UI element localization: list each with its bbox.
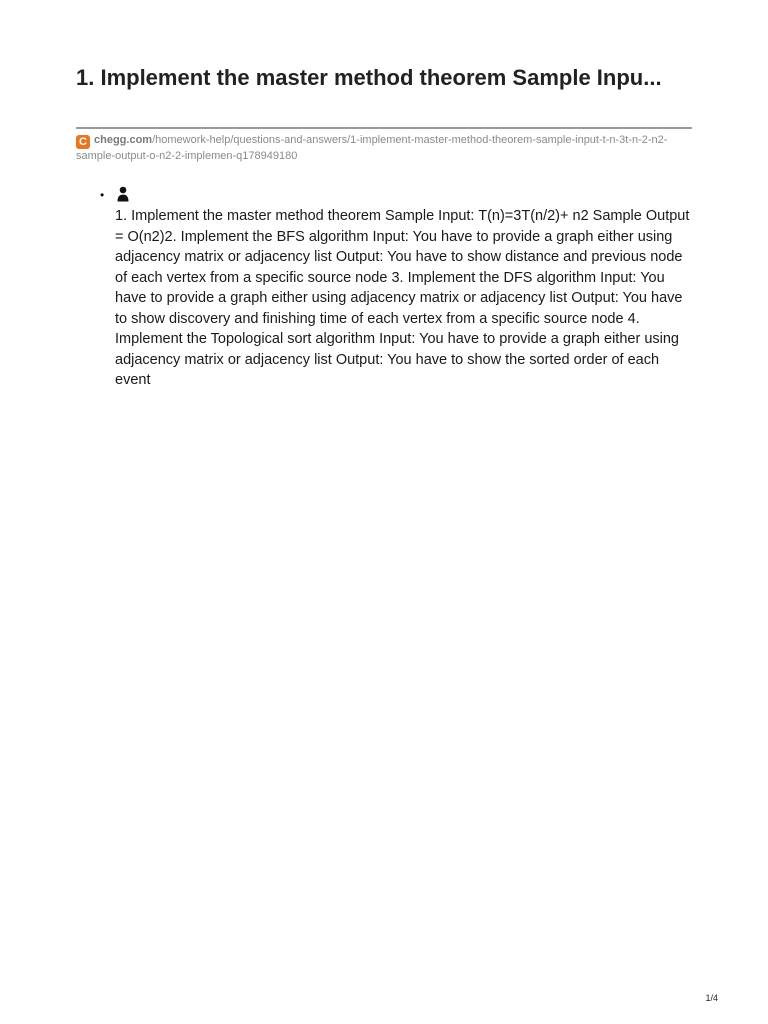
- user-icon: [117, 186, 129, 202]
- source-path[interactable]: /homework-help/questions-and-answers/1-implement-master-method-theorem-sample-input-t-n-3t-n-2-n2-sample-output-o-n2-2-implemen-q178949180: [76, 134, 668, 162]
- list-item: [96, 186, 696, 391]
- page-title: 1. Implement the master method theorem Sample Inpu...: [76, 65, 662, 90]
- question-text: 1. Implement the master method theorem Sample Input: T(n)=3T(n/2)+ n2 Sample Output = O(n2)2. Implement the BFS algorithm Input: You have to provide a graph either using adjacency matrix or adjacency list Output: You have to show distance and previous node of each vertex from a specific source node 3. Implement the DFS algorithm Input: You have to provide a graph either using adjacency matrix or adjacency list Output: You have to show discovery and finishing time of each vertex from a specific source node 4. Implement the Topological sort algorithm Input: You have to provide a graph either using adjacency matrix or adjacency list Output: You have to show the sorted order of each event: [115, 208, 690, 388]
- list-bullet: •: [100, 188, 105, 202]
- page-number: 1/4: [705, 993, 718, 1003]
- title-divider: [76, 127, 692, 129]
- source-domain[interactable]: chegg.com: [94, 134, 153, 146]
- chegg-favicon-icon: C: [76, 135, 90, 149]
- question-list: [96, 186, 696, 391]
- source-url[interactable]: [76, 133, 692, 163]
